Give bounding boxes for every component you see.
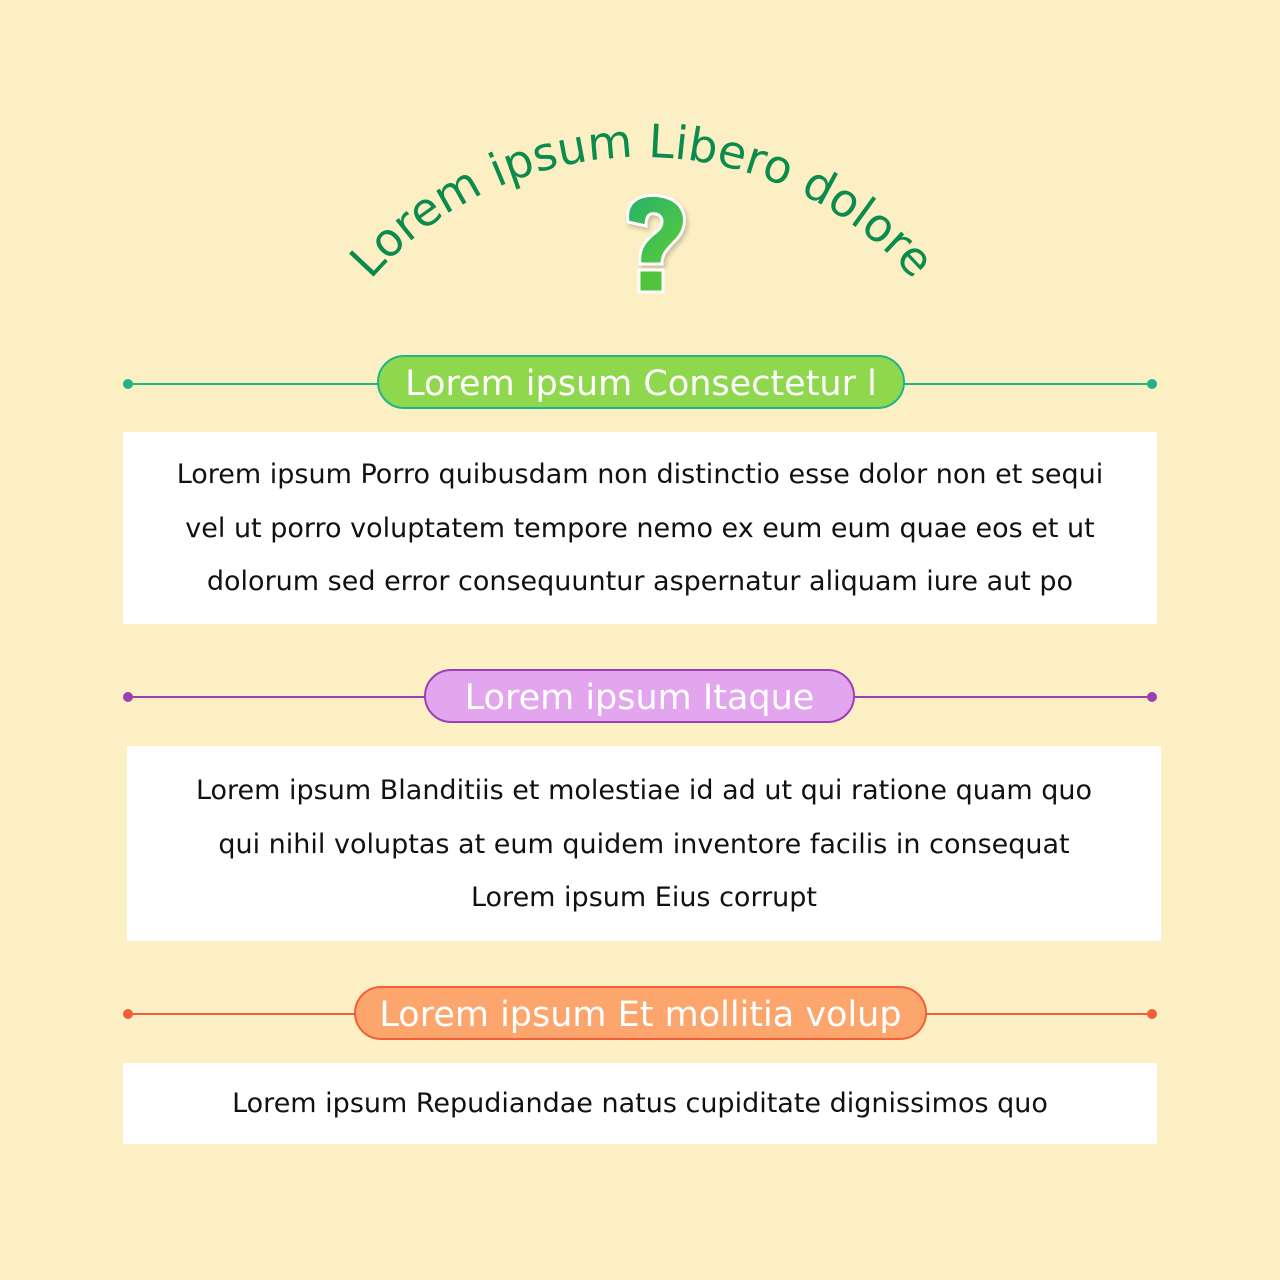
divider-dot xyxy=(123,379,133,389)
body-line: Lorem ipsum Porro quibusdam non distinctio esse dolor non et sequi xyxy=(176,459,1104,490)
title-graphic xyxy=(0,0,1280,320)
section-body xyxy=(123,1063,1157,1144)
section-heading: Lorem ipsum Et mollitia volup xyxy=(354,986,927,1040)
divider-dot xyxy=(123,692,133,702)
section-heading: Lorem ipsum Consectetur l xyxy=(377,355,905,409)
body-line: qui nihil voluptas at eum quidem inventore facilis in consequat xyxy=(218,828,1070,860)
body-line: Lorem ipsum Blanditiis et molestiae id ad ut qui ratione quam quo xyxy=(195,775,1093,806)
divider-dot xyxy=(1147,692,1157,702)
body-line: Lorem ipsum Repudiandae natus cupiditate dignissimos quo xyxy=(232,1088,1048,1119)
section-heading: Lorem ipsum Itaque xyxy=(424,669,855,723)
divider-dot xyxy=(1147,1009,1157,1019)
body-line: vel ut porro voluptatem tempore nemo ex eum eum quae eos et ut xyxy=(185,512,1095,544)
curved-title: Lorem ipsum Libero dolore xyxy=(338,113,945,288)
question-mark-icon xyxy=(628,195,685,292)
divider-dot xyxy=(123,1009,133,1019)
body-line: dolorum sed error consequuntur aspernatur aliquam iure aut po xyxy=(206,566,1074,597)
section-body xyxy=(127,746,1161,941)
section-body xyxy=(123,432,1157,624)
body-line: Lorem ipsum Eius corrupt xyxy=(470,882,818,913)
divider-dot xyxy=(1147,379,1157,389)
